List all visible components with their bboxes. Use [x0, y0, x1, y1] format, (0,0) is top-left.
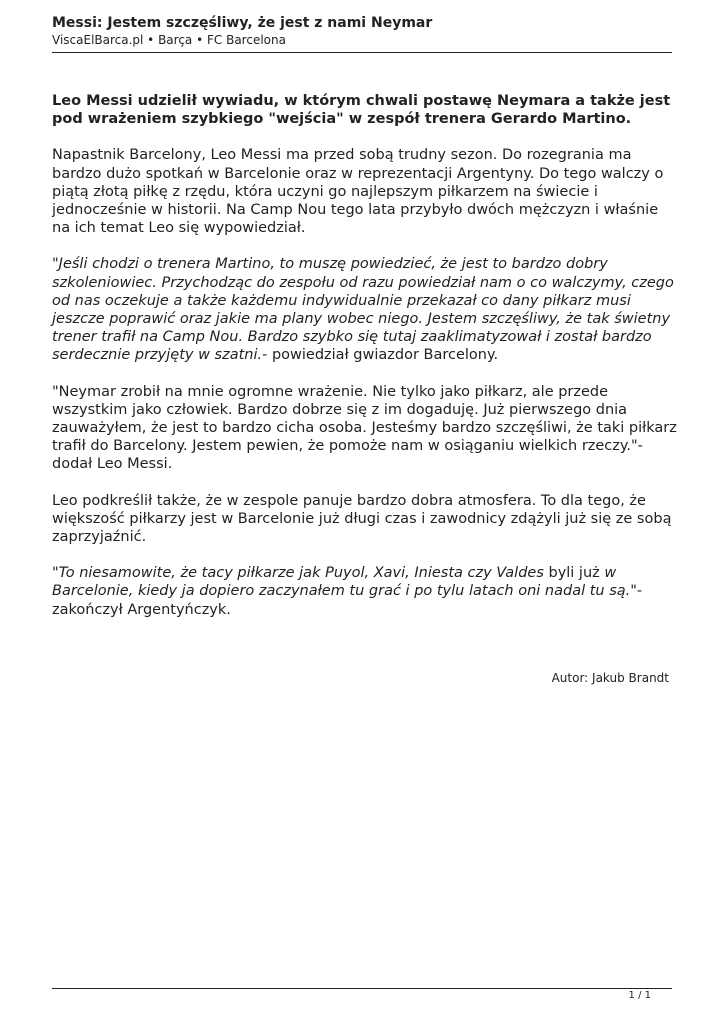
- article-lead: Leo Messi udzielił wywiadu, w którym chwali postawę Neymara a także jest pod wrażeniem szybkiego "wejścia" w zespół trenera Gerardo Martino.: [52, 93, 671, 128]
- paragraph-5: [52, 564, 677, 619]
- quote-attribution: - powiedział gwiazdor Barcelony.: [262, 347, 499, 364]
- paragraph-4: Leo podkreślił także, że w zespole panuje bardzo dobra atmosfera. To dla tego, że większość piłkarzy jest w Barcelonie już długi czas i zawodnicy zdążyli już się ze sobą zaprzyjaźnić.: [52, 492, 672, 546]
- document-subtitle: ViscaElBarca.pl • Barça • FC Barcelona: [52, 33, 286, 47]
- quote-players-mid: byli już: [543, 565, 605, 582]
- document-title: Messi: Jestem szczęśliwy, że jest z nami Neymar: [52, 15, 433, 31]
- quote-players-b: w Barcelonie, kiedy ja dopiero zaczynałem tu grać i po tylu latach oni nadal tu są.: [52, 565, 631, 600]
- quote-players-a: "To niesamowite, że tacy piłkarze jak Puyol, Xavi, Iniesta czy Valdes: [52, 565, 544, 582]
- footer-divider: [52, 988, 672, 989]
- paragraph-2: [52, 255, 677, 364]
- page-number: 1 / 1: [628, 990, 651, 1001]
- author-line: Autor: Jakub Brandt: [551, 671, 669, 685]
- paragraph-1: Napastnik Barcelony, Leo Messi ma przed sobą trudny sezon. Do rozegrania ma bardzo dużo spotkań w Barcelonie oraz w reprezentacji Argentyny. Do tego walczy o piątą złotą piłkę z rzędu, która uczyni go najlepszym piłkarzem na świecie i jednocześnie w historii. Na Camp Nou tego lata przybyło dwóch mężczyzn i właśnie na ich temat Leo się wypowiedział.: [52, 147, 664, 237]
- quote-martino: "Jeśli chodzi o trenera Martino, to muszę powiedzieć, że jest to bardzo dobry szkoleniowiec. Przychodząc do zespołu od razu powiedział nam o co walczymy, czego od nas oczekuje a także każdemu indywidualnie przekazał co dany piłkarz musi jeszcze poprawić oraz jakie ma plany wobec niego. Jestem szczęśliwy, że tak świetny trener trafił na Camp Nou. Bardzo szybko się tutaj zaaklimatyzował i został bardzo serdecznie przyjęty w szatni.: [52, 256, 674, 364]
- paragraph-3: "Neymar zrobił na mnie ogromne wrażenie. Nie tylko jako piłkarz, ale przede wszystkim jako człowiek. Bardzo dobrze się z im dogaduję. Już pierwszego dnia zauważyłem, że jest to bardzo cicha osoba. Jesteśmy bardzo szczęśliwi, że taki piłkarz trafił do Barcelony. Jestem pewien, że pomoże nam w osiąganiu wielkich rzeczy."- dodał Leo Messi.: [52, 383, 677, 473]
- quote-players-attribution: "- zakończył Argentyńczyk.: [52, 583, 643, 618]
- header-divider: [52, 52, 672, 53]
- document-header: [52, 14, 672, 49]
- article-body: [52, 92, 677, 637]
